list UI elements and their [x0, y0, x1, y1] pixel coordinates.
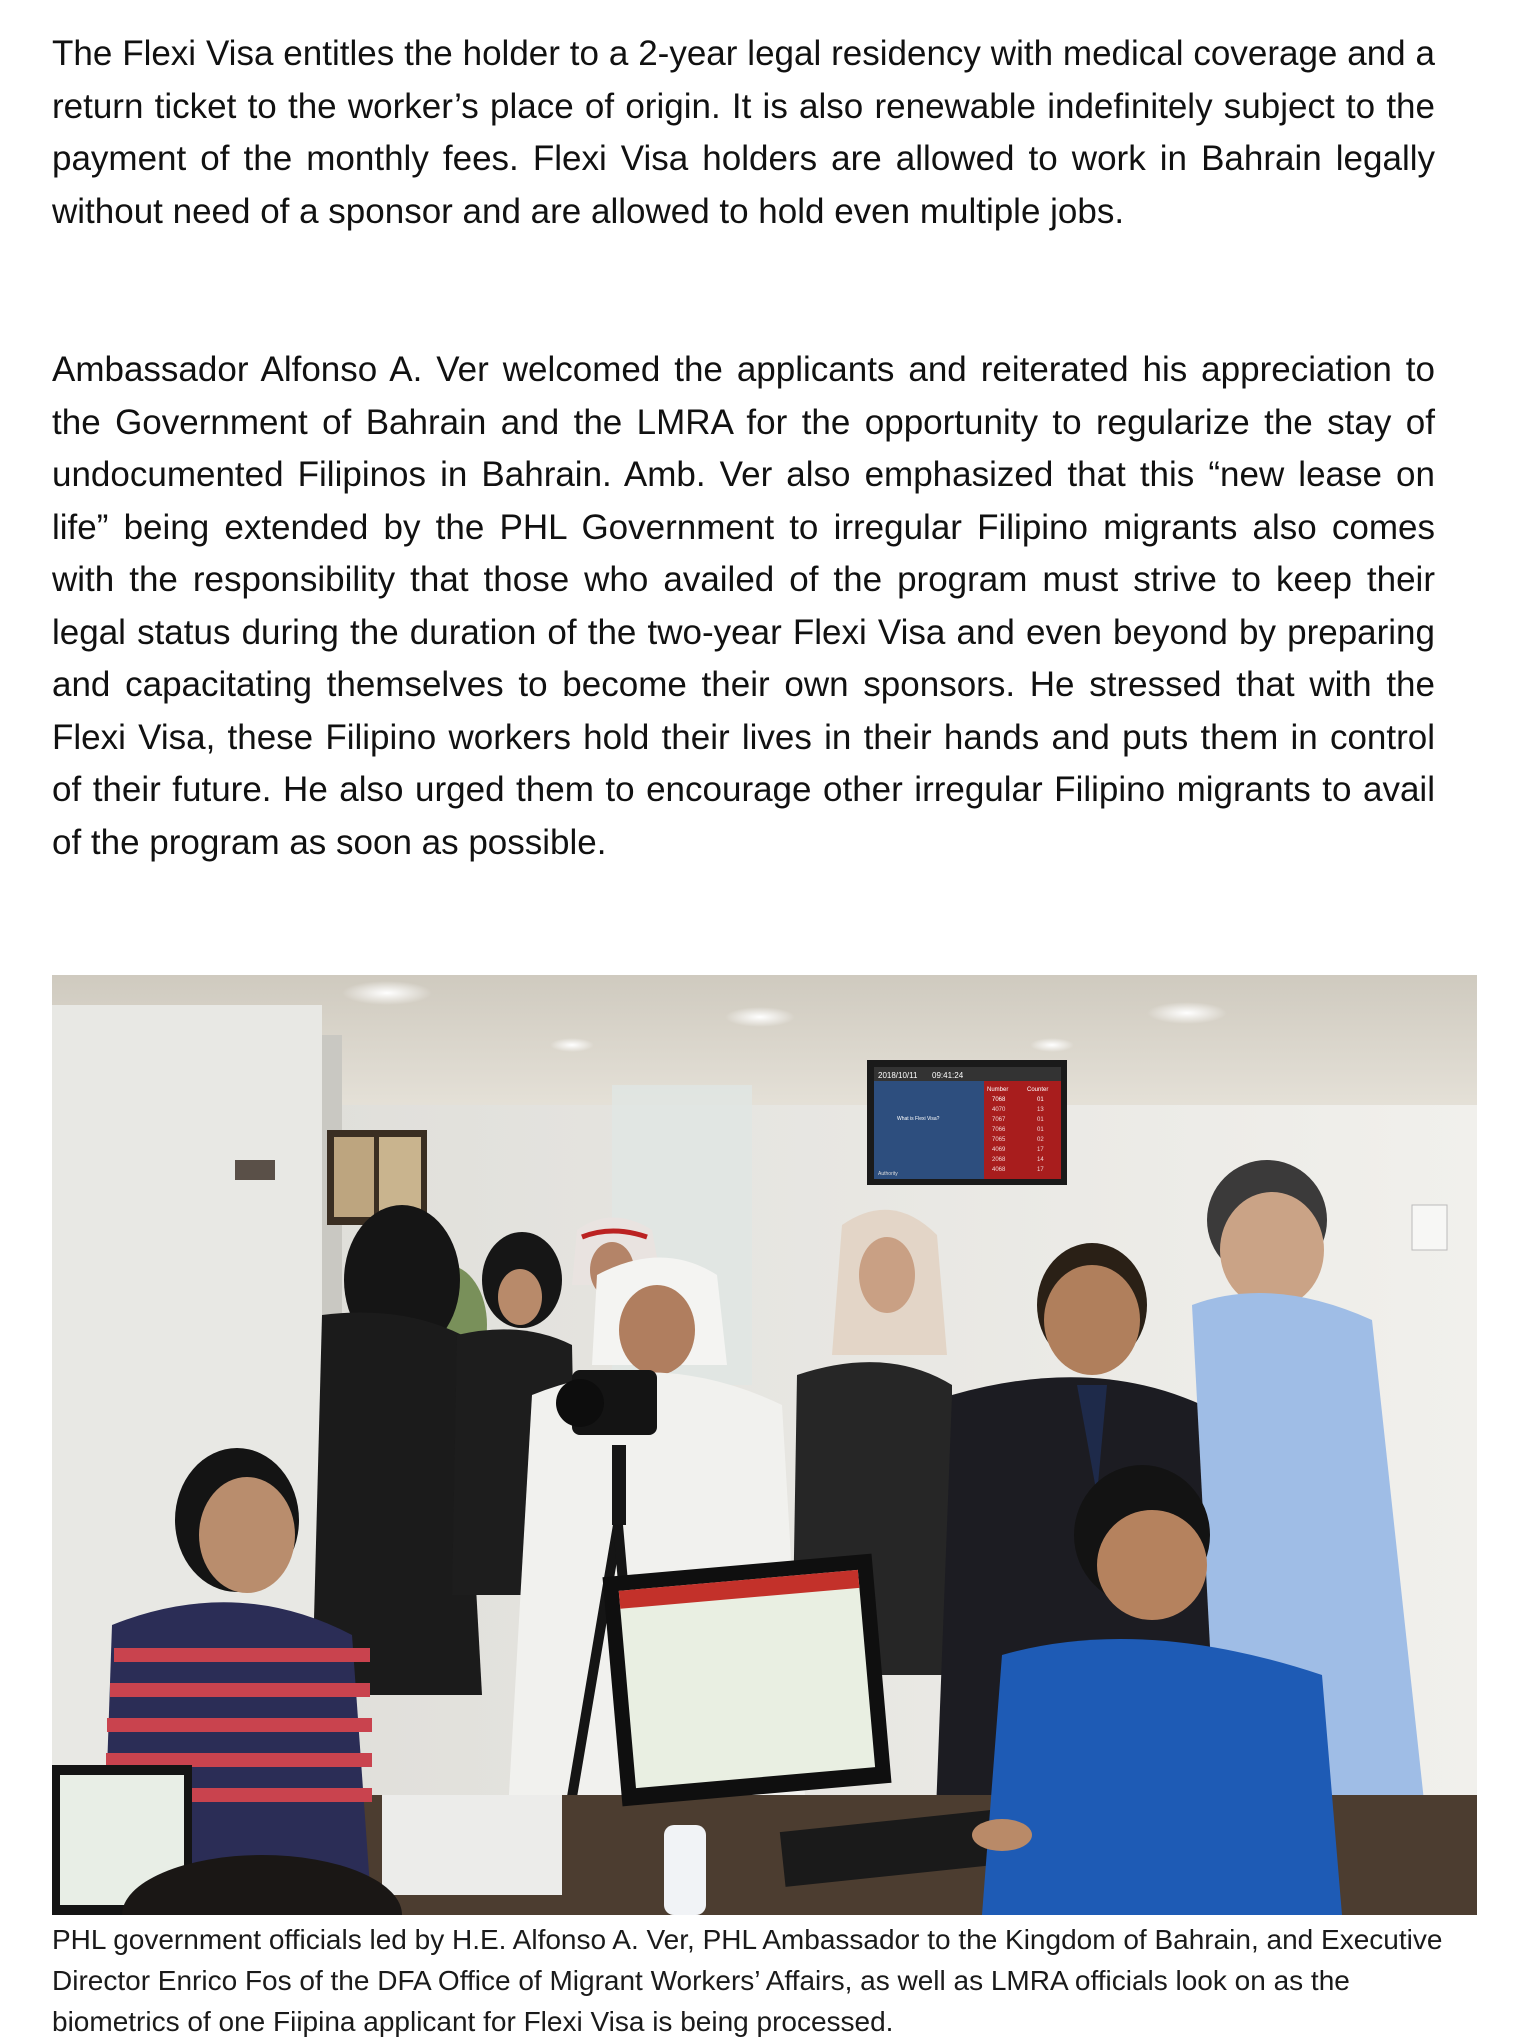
- ceiling-light: [550, 1038, 594, 1052]
- screen-row-counter: 13: [1037, 1107, 1044, 1113]
- screen-row-number: 7067: [992, 1117, 1006, 1123]
- screen-row-number: 4068: [992, 1167, 1006, 1173]
- ceiling-light: [1147, 1002, 1227, 1024]
- queue-display-screen: [867, 1060, 1067, 1185]
- wall-notice: [1412, 1205, 1447, 1250]
- paragraph-flexi-visa-benefits: The Flexi Visa entitles the holder to a 2-year legal residency with medical coverage and a return ticket to the worker’s place of origin. It is also renewable indefinitely subject to the payment of the monthly fees. Flexi Visa holders are allowed to work in Bahrain legally without need of a sponsor and are allowed to hold even multiple jobs.: [52, 34, 1435, 231]
- screen-row-number: 7065: [992, 1137, 1006, 1143]
- screen-row-number: 4070: [992, 1107, 1006, 1113]
- screen-row-counter: 17: [1037, 1147, 1044, 1153]
- ceiling-light: [725, 1007, 795, 1027]
- screen-footer: Authority: [878, 1171, 898, 1177]
- screen-row-number: 4069: [992, 1147, 1006, 1153]
- wall-sign: [235, 1160, 275, 1180]
- screen-row-counter: 01: [1037, 1097, 1044, 1103]
- screen-row-counter: 17: [1037, 1167, 1044, 1173]
- screen-date: 2018/10/11: [878, 1071, 918, 1080]
- screen-row-number: 7068: [992, 1097, 1006, 1103]
- ceiling-light: [342, 981, 432, 1005]
- screen-row-counter: 01: [1037, 1127, 1044, 1133]
- photo-caption: PHL government officials led by H.E. Alfonso A. Ver, PHL Ambassador to the Kingdom of Bahrain, and Executive Director Enrico Fos of the DFA Office of Migrant Workers’ Affairs, as well as LMRA officials look on as the biometrics of one Fiipina applicant for Flexi Visa is being processed.: [52, 1924, 1443, 2037]
- screen-row-counter: 14: [1037, 1157, 1044, 1163]
- screen-row-number: 7066: [992, 1127, 1006, 1133]
- screen-row-number: 2068: [992, 1157, 1006, 1163]
- paragraph-ambassador-remarks: Ambassador Alfonso A. Ver welcomed the applicants and reiterated his appreciation to the Government of Bahrain and the LMRA for the opportunity to regularize the stay of undocumented Filipinos in Bahrain. Amb. Ver also emphasized that this “new lease on life” being extended by the PHL Government to irregular Filipino migrants also comes with the responsibility that those who availed of the program must strive to keep their legal status during the duration of the two-year Flexi Visa and even beyond by preparing and capacitating themselves to become their own sponsors. He stressed that with the Flexi Visa, these Filipino workers hold their lives in their hands and puts them in control of their future. He also urged them to encourage other irregular Filipino migrants to avail of the program as soon as possible.: [52, 350, 1435, 862]
- screen-time: 09:41:24: [932, 1071, 964, 1080]
- printer: [382, 1795, 562, 1895]
- screen-row-counter: 02: [1037, 1137, 1044, 1143]
- screen-row-counter: 01: [1037, 1117, 1044, 1123]
- sanitizer-bottle: [664, 1825, 706, 1915]
- screen-col-counter: Counter: [1027, 1087, 1049, 1093]
- screen-col-number: Number: [987, 1087, 1009, 1093]
- ceiling-light: [1030, 1038, 1074, 1052]
- event-photo: [52, 975, 1477, 1915]
- screen-prompt: What is Flexi Visa?: [897, 1116, 940, 1122]
- computer-monitor-center: [602, 1554, 891, 1807]
